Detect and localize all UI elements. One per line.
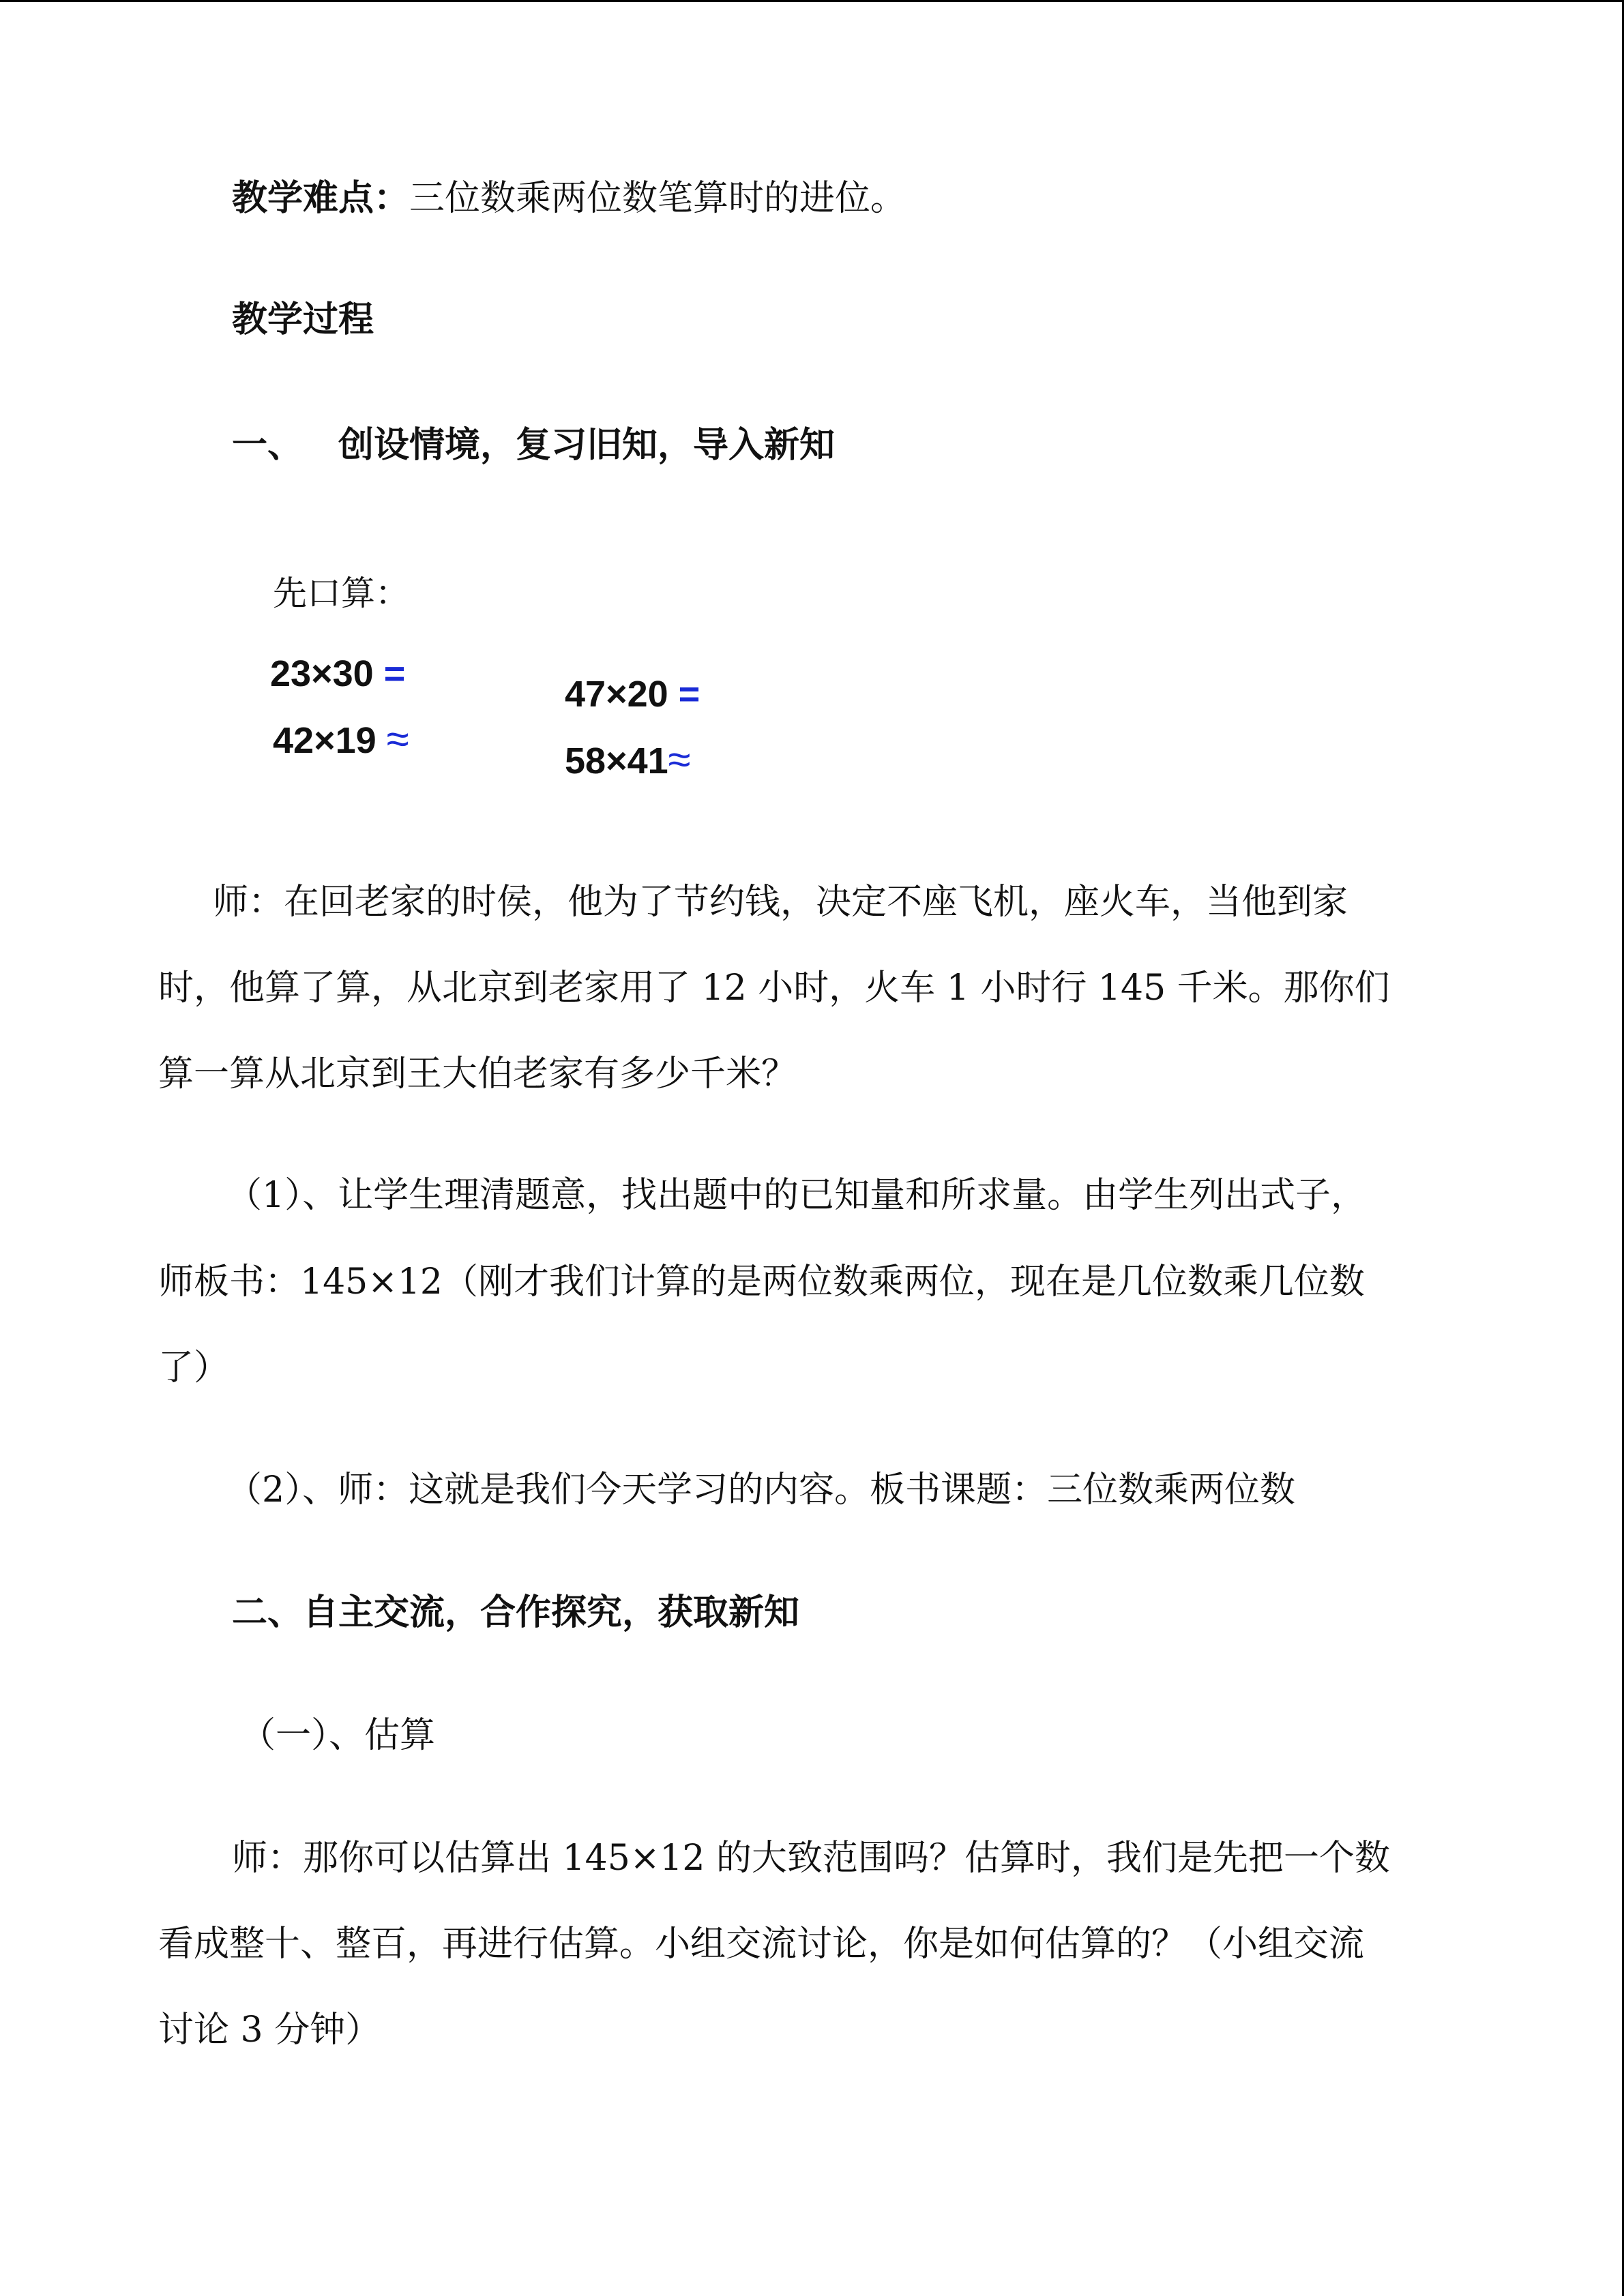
section1-heading <box>232 421 835 469</box>
paragraph-line: 时，他算了算，从北京到老家用了 12 小时，火车 1 小时行 145 千米。那你们 <box>158 968 1390 1009</box>
calc-expression: 58×41 <box>565 741 668 781</box>
approx-sign: ≈ <box>386 716 409 762</box>
subsection1-heading: （一）、估算 <box>240 1715 436 1756</box>
paragraph-line: 师板书：145×12（刚才我们计算的是两位数乘两位，现在是几位数乘几位数 <box>158 1262 1365 1302</box>
page-top-border <box>0 0 1624 2</box>
calc-item <box>565 670 700 718</box>
paragraph-line: （1）、让学生理清题意，找出题中的已知量和所求量。由学生列出式子， <box>226 1175 1367 1216</box>
section1-number: 一、 <box>232 424 304 466</box>
equals-sign: = <box>383 653 406 694</box>
calc-item <box>273 715 409 764</box>
process-heading: 教学过程 <box>232 299 374 340</box>
paragraph-line: 师：那你可以估算出 145×12 的大致范围吗？估算时，我们是先把一个数 <box>232 1838 1391 1879</box>
calc-expression: 23×30 <box>270 653 374 694</box>
calc-expression: 47×20 <box>565 674 668 715</box>
equals-sign: = <box>678 674 700 715</box>
difficulty-text: 三位数乘两位数笔算时的进位。 <box>409 178 906 219</box>
calc-expression: 42×19 <box>273 720 377 761</box>
paragraph-line: 讨论 3 分钟） <box>158 2010 381 2051</box>
calc-item <box>565 736 691 785</box>
teaching-difficulty <box>232 175 906 222</box>
paragraph-line: 算一算从北京到王大伯老家有多少千米？ <box>158 1054 797 1094</box>
difficulty-label: 教学难点： <box>232 177 410 219</box>
section2-heading: 二、自主交流，合作探究，获取新知 <box>232 1592 800 1633</box>
paragraph-line: （2）、师：这就是我们今天学习的内容。板书课题：三位数乘两位数 <box>226 1470 1296 1510</box>
paragraph-line: 了） <box>158 1347 230 1388</box>
approx-sign: ≈ <box>668 736 691 782</box>
section1-title: 创设情境，复习旧知，导入新知 <box>338 424 836 466</box>
paragraph-line: 师：在回老家的时侯，他为了节约钱，决定不座飞机，座火车，当他到家 <box>213 882 1348 923</box>
paragraph-line: 看成整十、整百，再进行估算。小组交流讨论，你是如何估算的？（小组交流 <box>158 1924 1365 1965</box>
calc-item <box>270 650 405 698</box>
oral-calc-label: 先口算： <box>273 574 409 612</box>
